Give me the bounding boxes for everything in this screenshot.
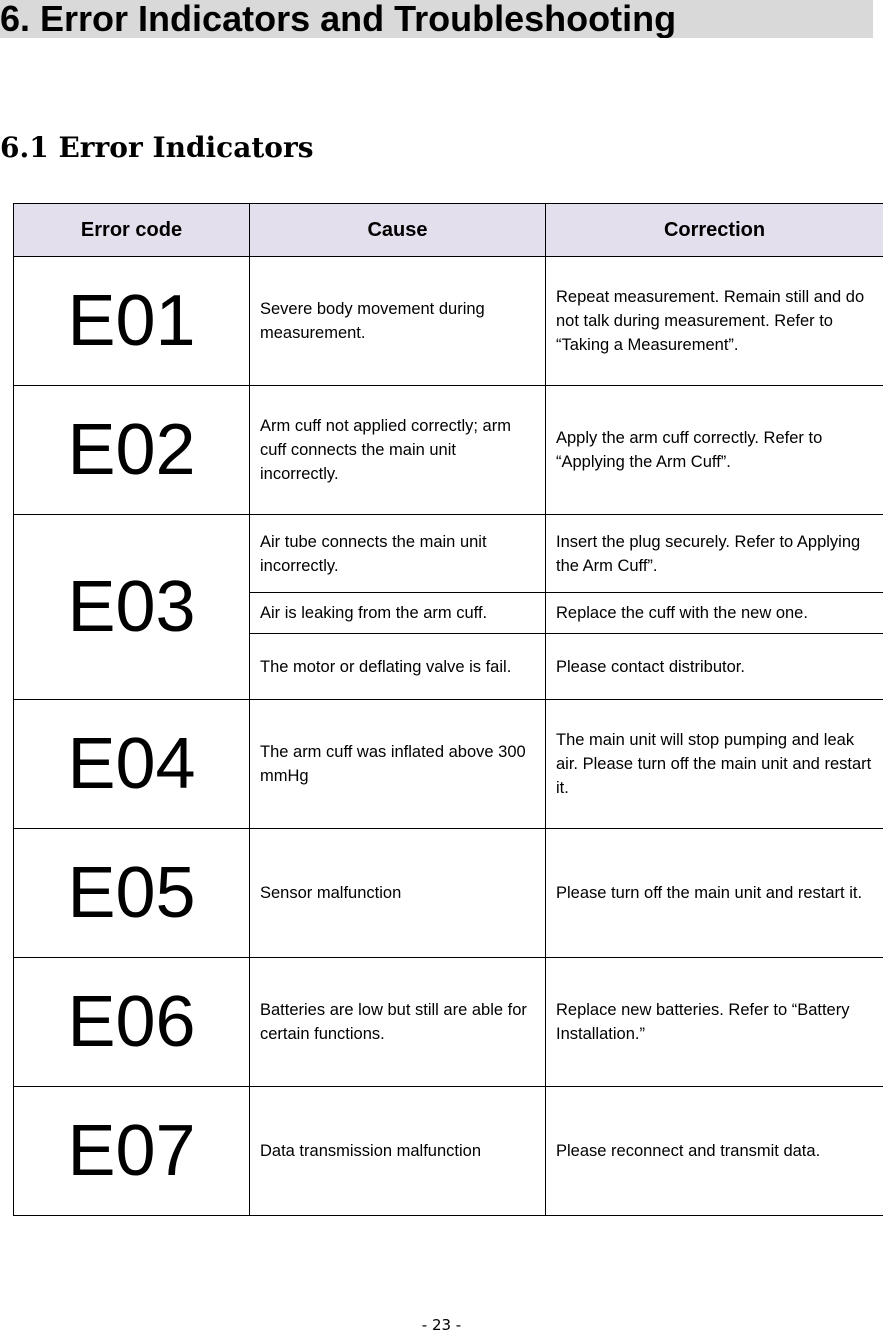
cause-cell: Sensor malfunction <box>250 829 546 958</box>
cause-cell: The arm cuff was inflated above 300 mmHg <box>250 700 546 829</box>
correction-cell: The main unit will stop pumping and leak air. Please turn off the main unit and restart it. <box>546 700 883 829</box>
table-row <box>14 829 883 958</box>
table-row <box>14 1087 883 1216</box>
table-row <box>14 386 883 515</box>
cause-cell: Severe body movement during measurement. <box>250 257 546 386</box>
chapter-title: 6. Error Indicators and Troubleshooting <box>0 0 873 38</box>
error-table <box>13 203 883 1216</box>
error-code: E01 <box>14 257 250 386</box>
error-code: E06 <box>14 958 250 1087</box>
page-number: - 23 - <box>421 1316 462 1334</box>
correction-cell: Insert the plug securely. Refer to Applying the Arm Cuff”. <box>546 515 883 593</box>
cause-cell: Arm cuff not applied correctly; arm cuff connects the main unit incorrectly. <box>250 386 546 515</box>
correction-cell: Replace the cuff with the new one. <box>546 593 883 634</box>
header-error-code: Error code <box>14 204 250 257</box>
cause-cell: Air is leaking from the arm cuff. <box>250 593 546 634</box>
header-correction: Correction <box>546 204 883 257</box>
table-row <box>14 700 883 829</box>
correction-cell: Please turn off the main unit and restart it. <box>546 829 883 958</box>
error-code: E04 <box>14 700 250 829</box>
error-code: E05 <box>14 829 250 958</box>
correction-cell: Repeat measurement. Remain still and do not talk during measurement. Refer to “Taking a Measurement”. <box>546 257 883 386</box>
cause-cell: Air tube connects the main unit incorrectly. <box>250 515 546 593</box>
table-row <box>14 515 883 593</box>
correction-cell: Please contact distributor. <box>546 634 883 700</box>
section-title: 6.1 Error Indicators <box>0 131 314 164</box>
correction-cell: Replace new batteries. Refer to “Battery Installation.” <box>546 958 883 1087</box>
error-code: E03 <box>14 515 250 700</box>
cause-cell: Data transmission malfunction <box>250 1087 546 1216</box>
table-row <box>14 257 883 386</box>
cause-cell: Batteries are low but still are able for certain functions. <box>250 958 546 1087</box>
cause-cell: The motor or deflating valve is fail. <box>250 634 546 700</box>
error-code: E02 <box>14 386 250 515</box>
correction-cell: Apply the arm cuff correctly. Refer to “Applying the Arm Cuff”. <box>546 386 883 515</box>
correction-cell: Please reconnect and transmit data. <box>546 1087 883 1216</box>
header-cause: Cause <box>250 204 546 257</box>
table-row <box>14 958 883 1087</box>
table-header-row <box>14 204 883 257</box>
error-code: E07 <box>14 1087 250 1216</box>
